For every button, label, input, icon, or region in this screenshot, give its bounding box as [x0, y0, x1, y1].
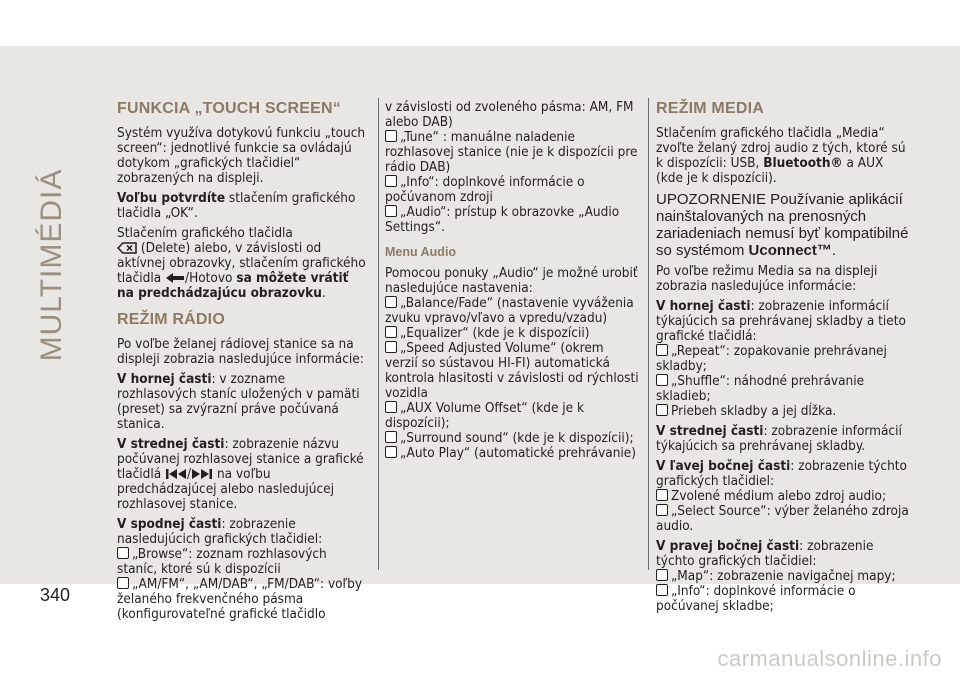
- list-item: „Equalizer“ (kde je k dispozícii): [385, 326, 640, 341]
- bullet-box-icon: [656, 504, 668, 516]
- list-item: „Info“: doplnkové informácie o počúvanom zdroji: [385, 174, 585, 205]
- bullet-box-icon: [656, 489, 668, 501]
- paragraph: V spodnej časti: zobrazenie nasledujúcich grafických tlačidiel: „Browse“: zoznam rozhlasových staníc, ktoré sú k dispozícii „AM/FM“, „AM/DAB“, „FM/DAB“: voľby želaného frekvenčného pásma (konfigurovateľné grafické tlačidlo: [117, 517, 367, 622]
- bullet-box-icon: [385, 326, 397, 338]
- paragraph: V hornej časti: v zozname rozhlasových staníc uložených v pamäti (preset) sa zvýrazní práve počúvaná stanica.: [117, 371, 360, 432]
- paragraph: Po voľbe želanej rádiovej stanice sa na displeji zobrazia nasledujúce informácie:: [117, 336, 364, 367]
- list-item: „Surround sound“ (kde je k dispozícii);: [385, 431, 640, 446]
- list-item: Priebeh skladby a jej dĺžka.: [656, 404, 914, 419]
- bullet-box-icon: [656, 344, 668, 356]
- bullet-box-icon: [656, 569, 668, 581]
- bullet-box-icon: [385, 296, 397, 308]
- column-divider-1: [378, 98, 379, 570]
- paragraph: Stlačením grafického tlačidla (Delete) alebo, v závislosti od aktívnej obrazovky, stlačením grafického tlačidla /Hotovo sa môžete vrátiť na predchádzajúcu obrazovku.: [117, 225, 366, 301]
- previous-track-icon: [165, 468, 187, 480]
- paragraph: V strednej časti: zobrazenie informácií týkajúcich sa prehrávanej skladby.: [656, 423, 902, 454]
- list-item: „Browse“: zoznam rozhlasových staníc, ktoré sú k dispozícii: [117, 546, 327, 577]
- delete-icon: [117, 242, 137, 254]
- list-item: Zvolené médium alebo zdroj audio;: [656, 489, 914, 504]
- column-2: [385, 100, 640, 466]
- paragraph: V hornej časti: zobrazenie informácií týkajúcich sa prehrávanej skladby a tieto grafické tlačidlá: „Repeat“: zopakovanie prehrávanej skladby; „Shuffle“: náhodné prehrávanie skladieb; Priebeh skladby a jej dĺžka.: [656, 299, 914, 419]
- list-item: „Map“: zobrazenie navigačnej mapy;: [656, 569, 914, 584]
- list-item: „Auto Play“ (automatické prehrávanie): [385, 446, 640, 461]
- paragraph: V ľavej bočnej časti: zobrazenie týchto grafických tlačidiel: Zvolené médium alebo zdroj audio; „Select Source“: výber želaného zdroja audio.: [656, 459, 914, 534]
- watermark-footer: carmanualsonline.info: [717, 646, 942, 671]
- paragraph: Systém využíva dotykovú funkciu „touch screen“: jednotlivé funkcie sa ovládajú dotykom „grafických tlačidiel“ zobrazených na displeji.: [117, 125, 366, 186]
- bullet-box-icon: [385, 341, 397, 353]
- list-item: „Select Source“: výber želaného zdroja audio.: [656, 503, 909, 534]
- paragraph: Pomocou ponuky „Audio“ je možné urobiť nasledujúce nastavenia: „Balance/Fade“ (nastavenie vyváženia zvuku vpravo/vľavo a vpredu/vzadu) „Equalizer“ (kde je k dispozícii) „Speed Adjusted Volume“ (okrem verzií so sústavou HI-FI) automatická kontrola hlasitosti v závislosti od rýchlosti vozidla „AUX Volume Offset“ (kde je k dispozícii); „Surround sound“ (kde je k dispozícii); „Auto Play“ (automatické prehrávanie): [385, 265, 639, 461]
- heading-touch-screen: FUNKCIA „TOUCH SCREEN“: [117, 100, 341, 117]
- column-1: [117, 100, 367, 627]
- list-item: „AM/FM“, „AM/DAB“, „FM/DAB“: voľby želaného frekvenčného pásma (konfigurovateľné grafické tlačidlo: [117, 576, 363, 622]
- next-track-icon: [191, 468, 213, 480]
- list-item: „Audio“: prístup k obrazovke „Audio Settings“.: [385, 204, 620, 235]
- list-item: „Shuffle“: náhodné prehrávanie skladieb;: [656, 373, 865, 404]
- bullet-box-icon: [117, 577, 129, 589]
- bullet-box-icon: [117, 547, 129, 559]
- list-item: „Tune“ : manuálne naladenie rozhlasovej stanice (nie je k dispozícii pre rádio DAB): [385, 129, 638, 175]
- back-arrow-icon: [165, 272, 185, 284]
- bullet-box-icon: [385, 130, 397, 142]
- list-item: „Info“: doplnkové informácie o počúvanej skladbe;: [656, 583, 856, 614]
- list-item: „Balance/Fade“ (nastavenie vyváženia zvuku vpravo/vľavo a vpredu/vzadu): [385, 295, 634, 326]
- column-divider-2: [648, 98, 649, 570]
- page-number: 340: [40, 585, 71, 605]
- paragraph: V pravej bočnej časti: zobrazenie týchto grafických tlačidiel: „Map“: zobrazenie navigačnej mapy; „Info“: doplnkové informácie o počúvanej skladbe;: [656, 539, 914, 614]
- heading-radio-mode: REŽIM RÁDIO: [117, 311, 225, 328]
- bullet-box-icon: [656, 374, 668, 386]
- paragraph: Voľbu potvrdíte stlačením grafického tlačidla „OK“.: [117, 190, 356, 221]
- bullet-box-icon: [385, 431, 397, 443]
- paragraph: Po voľbe režimu Media sa na displeji zobrazia nasledujúce informácie:: [656, 263, 878, 294]
- section-side-title: MULTIMÉDIÁ: [35, 168, 68, 362]
- bullet-box-icon: [656, 404, 668, 416]
- bullet-box-icon: [385, 446, 397, 458]
- bullet-box-icon: [385, 205, 397, 217]
- column-3: [656, 100, 914, 619]
- paragraph: v závislosti od zvoleného pásma: AM, FM alebo DAB) „Tune“ : manuálne naladenie rozhlasovej stanice (nie je k dispozícii pre rádio DAB) „Info“: doplnkové informácie o počúvanom zdroji „Audio“: prístup k obrazovke „Audio Settings“.: [385, 100, 640, 235]
- paragraph: V strednej časti: zobrazenie názvu počúvanej rozhlasovej stanice a grafické tlačidlá / na voľbu predchádzajúcej alebo nasledujúcej rozhlasovej stanice.: [117, 436, 364, 512]
- list-item: „Speed Adjusted Volume“ (okrem verzií so sústavou HI-FI) automatická kontrola hlasitosti v závislosti od rýchlosti vozidla: [385, 340, 639, 401]
- paragraph: Stlačením grafického tlačidla „Media“ zvoľte želaný zdroj audio z tých, ktoré sú k dispozícii: USB, Bluetooth® a AUX (kde je k dispozícii).: [656, 125, 906, 186]
- list-item: „Repeat“: zopakovanie prehrávanej skladby;: [656, 343, 887, 374]
- heading-media-mode: REŽIM MEDIA: [656, 100, 764, 117]
- bullet-box-icon: [656, 584, 668, 596]
- list-item: „AUX Volume Offset“ (kde je k dispozícii);: [385, 400, 585, 431]
- bullet-box-icon: [385, 175, 397, 187]
- subheading-menu-audio: Menu Audio: [385, 245, 457, 259]
- warning-note: UPOZORNENIE Používanie aplikácií nainštalovaných na prenosných zariadeniach nemusí byť kompatibilné so systémom Uconnect™.: [656, 191, 909, 259]
- bullet-box-icon: [385, 401, 397, 413]
- top-margin: [0, 0, 960, 46]
